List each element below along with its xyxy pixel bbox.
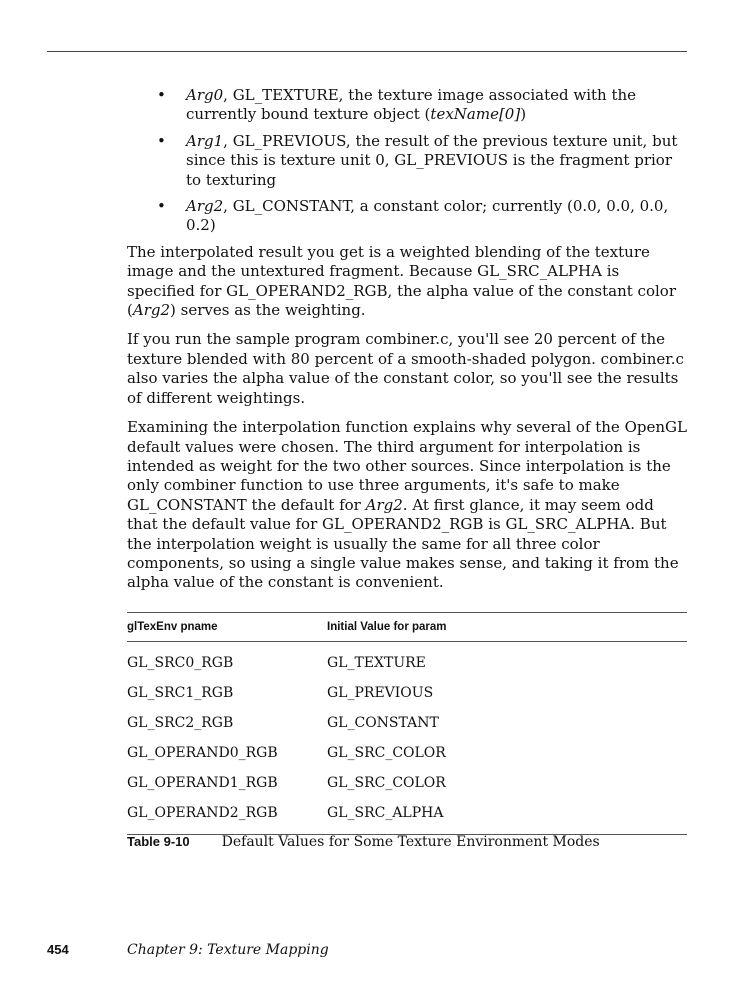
bullet-icon: •	[157, 86, 166, 104]
column-header-pname: glTexEnv pname	[127, 621, 218, 633]
page-number: 454	[47, 942, 69, 957]
header-rule	[47, 51, 687, 52]
body-text	[127, 86, 687, 603]
table-row: GL_SRC2_RGB GL_CONSTANT	[127, 715, 439, 731]
paragraph-interpolation-function: Examining the interpolation function explains why several of the OpenGL default values were chosen. The third argument for interpolation is intended as weight for the two other sources. Since interpolation is the only combiner function to use three arguments, it's safe to make GL_CONSTANT the default for Arg2. At first glance, it may seem odd that the default value for GL_OPERAND2_RGB is GL_SRC_ALPHA. But the interpolation weight is usually the same for all three color components, so using a single value makes sense, and taking it from the alpha value of the constant is convenient.	[127, 418, 687, 592]
table-row: GL_OPERAND1_RGB GL_SRC_COLOR	[127, 775, 446, 791]
list-item: • Arg1, GL_PREVIOUS, the result of the previous texture unit, but since this is texture unit 0, GL_PREVIOUS is the fragment prior to texturing	[157, 131, 678, 189]
defaults-table	[127, 612, 687, 835]
list-item: • Arg0, GL_TEXTURE, the texture image associated with the currently bound texture object (texName[0])	[157, 86, 637, 124]
table-header-row	[127, 613, 687, 641]
table-caption-label: Table 9-10	[127, 834, 190, 849]
table-row: GL_SRC1_RGB GL_PREVIOUS	[127, 685, 434, 701]
table-body	[127, 642, 687, 834]
chapter-title: Chapter 9: Texture Mapping	[127, 942, 329, 958]
paragraph-interpolated-result: The interpolated result you get is a weighted blending of the texture image and the untextured fragment. Because GL_SRC_ALPHA is specified for GL_OPERAND2_RGB, the alpha value of the constant color (Arg2) serves as the weighting.	[127, 242, 676, 320]
bullet-icon: •	[157, 197, 166, 216]
column-header-param: Initial Value for param	[327, 621, 447, 633]
table-row: GL_SRC0_RGB GL_TEXTURE	[127, 655, 426, 671]
bullet-icon: •	[157, 131, 166, 150]
table-row: GL_OPERAND2_RGB GL_SRC_ALPHA	[127, 805, 444, 821]
table-caption	[127, 834, 600, 850]
table-row: GL_OPERAND0_RGB GL_SRC_COLOR	[127, 745, 446, 761]
list-item: • Arg2, GL_CONSTANT, a constant color; currently (0.0, 0.0, 0.0, 0.2)	[157, 197, 669, 235]
argument-list	[127, 86, 687, 236]
paragraph-sample-program: If you run the sample program combiner.c, you'll see 20 percent of the texture blended with 80 percent of a smooth-shaded polygon. combiner.c also varies the alpha value of the constant color, so you'll see the results of different weightings.	[127, 330, 684, 407]
table-caption-text: Default Values for Some Texture Environment Modes	[221, 834, 600, 850]
